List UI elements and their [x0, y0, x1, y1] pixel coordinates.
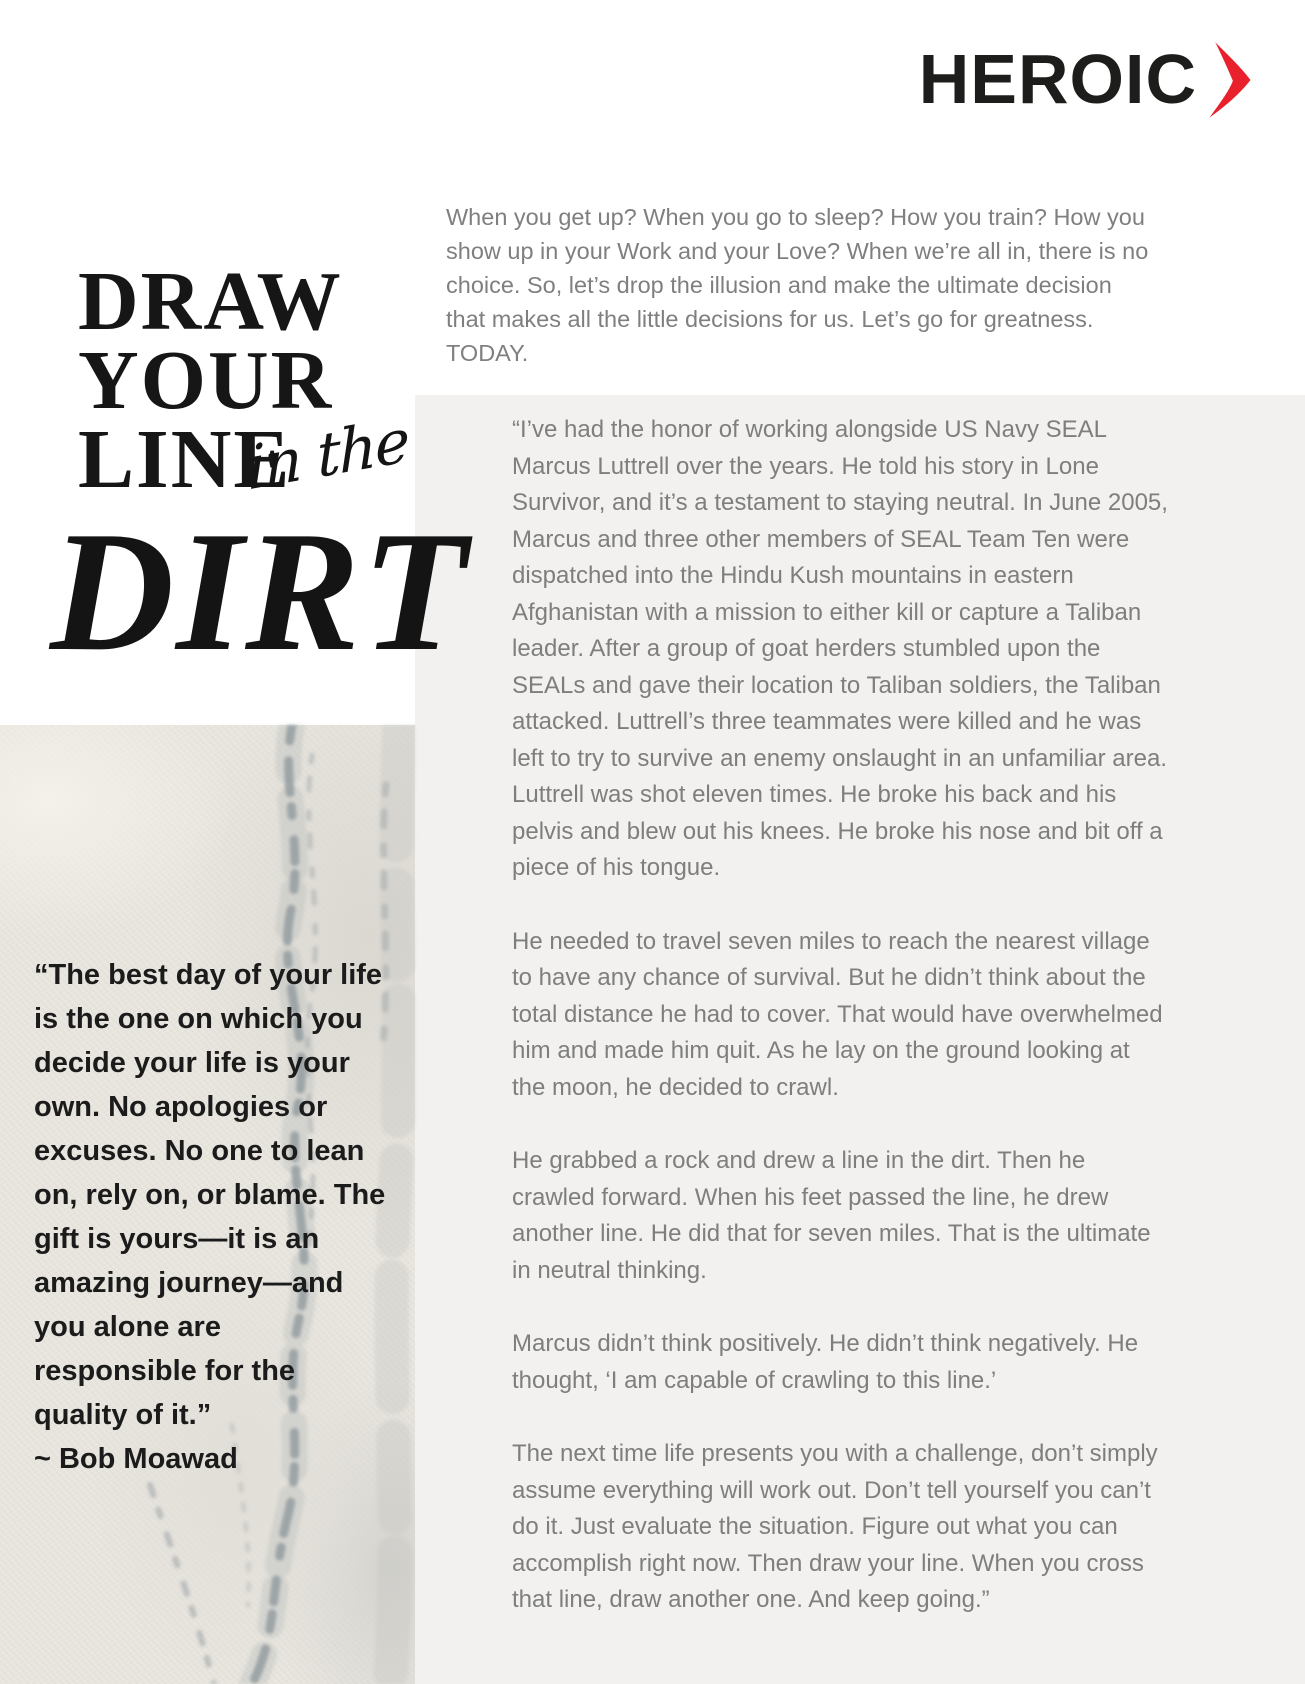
title-word-your: YOUR: [78, 334, 334, 427]
article-body: [512, 412, 1168, 1656]
article-paragraph-3: He grabbed a rock and drew a line in the dirt. Then he crawled forward. When his feet passed the line, he drew another line. He did that for seven miles. That is the ultimate in neutral thinking.: [512, 1147, 1151, 1284]
page-title: [50, 255, 469, 687]
heroic-logo: [918, 40, 1253, 120]
title-script-in-the: in the: [246, 405, 410, 505]
article-paragraph-2: He needed to travel seven miles to reach the nearest village to have any chance of survival. But he didn’t think about the total distance he had to cover. That would have overwhelmed him and made him quit. As he lay on the ground looking at the moon, he decided to crawl.: [512, 927, 1163, 1101]
title-word-draw: DRAW: [78, 255, 343, 348]
heroic-logo-text: HEROIC: [918, 40, 1197, 118]
sand-photo: [0, 725, 415, 1684]
heroic-arrow-icon: [1201, 40, 1253, 120]
article-paragraph-4: Marcus didn’t think positively. He didn’t think negatively. He thought, ‘I am capable of crawling to this line.’: [512, 1330, 1139, 1394]
article-paragraph-5: The next time life presents you with a challenge, don’t simply assume everything will work out. Don’t tell yourself you can’t do it. Just evaluate the situation. Figure out what you can accomplish right now. Then draw your line. When you cross that line, draw another one. And keep going.”: [512, 1440, 1158, 1613]
title-word-line: LINE: [78, 413, 292, 506]
article-paragraph-1: “I’ve had the honor of working alongside US Navy SEAL Marcus Luttrell over the years. He told his story in Lone Survivor, and it’s a testament to staying neutral. In June 2005, Marcus and three other members of SEAL Team Ten were dispatched into the Hindu Kush mountains in eastern Afghanistan with a mission to either kill or capture a Taliban leader. After a group of goat herders stumbled upon the SEALs and gave their location to Taliban soldiers, the Taliban attacked. Luttrell’s three teammates were killed and he was left to try to survive an enemy onslaught in an unfamiliar area. Luttrell was shot eleven times. He broke his back and his pelvis and blew out his knees. He broke his nose and bit off a piece of his tongue.: [512, 416, 1168, 881]
title-word-dirt: DIRT: [50, 497, 469, 687]
quote-attribution: ~ Bob Moawad: [34, 1443, 238, 1475]
quote-block: [34, 953, 388, 1481]
intro-paragraph: When you get up? When you go to sleep? How you train? How you show up in your Work and your Love? When we’re all in, there is no choice. So, let’s drop the illusion and make the ultimate decision that makes all the little decisions for us. Let’s go for greatness. TODAY.: [446, 204, 1149, 366]
quote-text: “The best day of your life is the one on which you decide your life is your own. No apologies or excuses. No one to lean on, rely on, or blame. The gift is yours—it is an amazing journey—and you alone are responsible for the quality of it.”: [34, 959, 386, 1431]
